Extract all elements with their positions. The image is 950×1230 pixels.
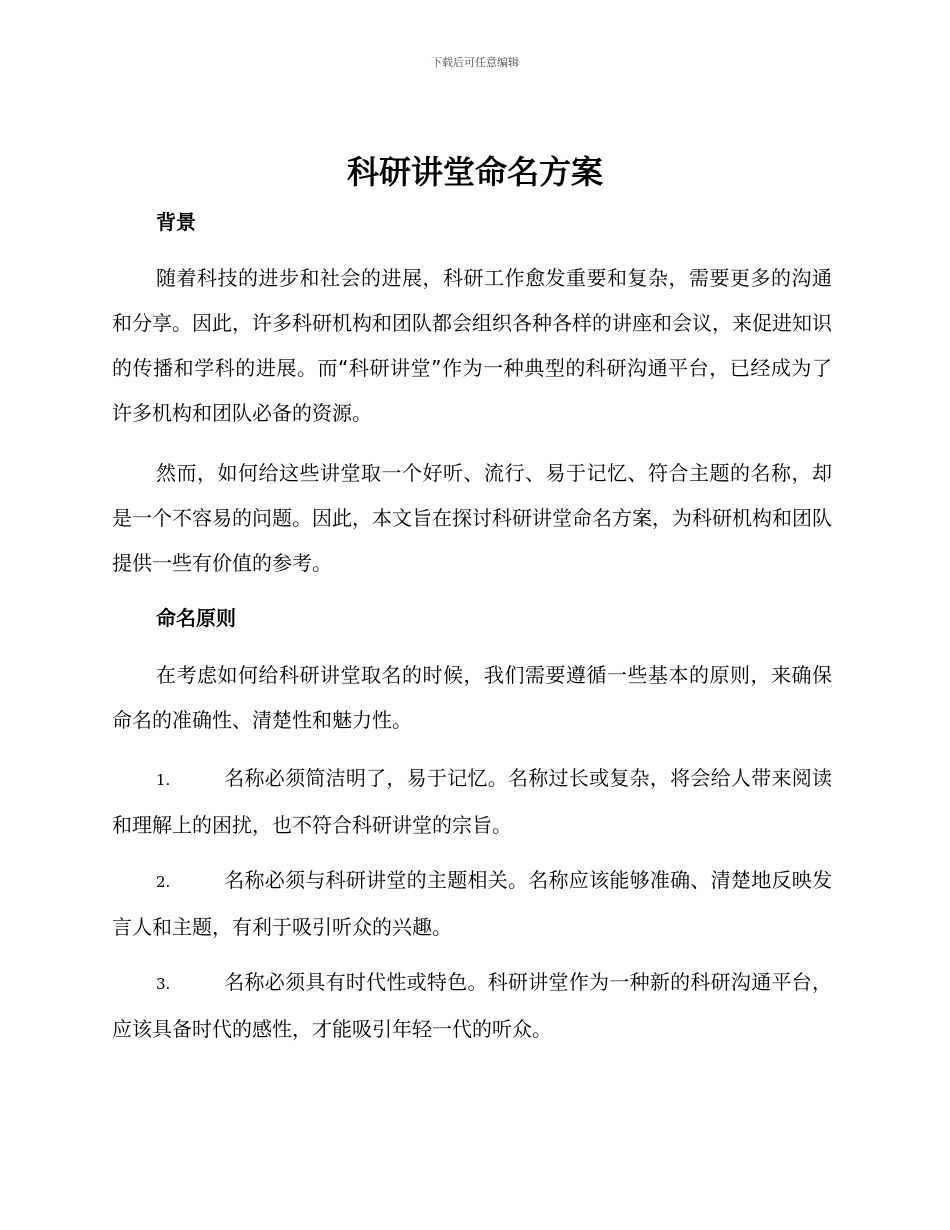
list-item-text: 名称必须具有时代性或特色。科研讲堂作为一种新的科研沟通平台，应该具备时代的感性，才能吸引年轻一代的听众。: [112, 970, 832, 1041]
list-item-number: 2.: [156, 873, 171, 891]
list-item-text: 名称必须简洁明了，易于记忆。名称过长或复杂，将会给人带来阅读和理解上的困扰，也不符合科研讲堂的宗旨。: [112, 766, 832, 837]
document-title: 科研讲堂命名方案: [346, 153, 603, 191]
list-item-number: 3.: [156, 975, 171, 993]
background-paragraph-1: 随着科技的进步和社会的进展，科研工作愈发重要和复杂，需要更多的沟通和分享。因此，许多科研机构和团队都会组织各种各样的讲座和会议，来促进知识的传播和学科的进展。而“科研讲堂”作为一种典型的科研沟通平台，已经成为了许多机构和团队必备的资源。: [112, 266, 832, 425]
section-heading-background: 背景: [156, 210, 196, 234]
section-heading-principles: 命名原则: [156, 606, 236, 630]
principle-list-item-1: [112, 756, 832, 848]
principle-list-item-3: [112, 960, 832, 1052]
background-paragraph-2: 然而，如何给这些讲堂取一个好听、流行、易于记忆、符合主题的名称，却是一个不容易的问题。因此，本文旨在探讨科研讲堂命名方案，为科研机构和团队提供一些有价值的参考。: [112, 461, 832, 575]
principle-list-item-2: [112, 858, 832, 950]
page-header-note: 下载后可任意编辑: [431, 56, 519, 69]
list-item-number: 1.: [156, 771, 171, 789]
principles-intro-paragraph: 在考虑如何给科研讲堂取名的时候，我们需要遵循一些基本的原则，来确保命名的准确性、清楚性和魅力性。: [112, 663, 832, 732]
list-item-text: 名称必须与科研讲堂的主题相关。名称应该能够准确、清楚地反映发言人和主题，有利于吸引听众的兴趣。: [112, 868, 832, 939]
